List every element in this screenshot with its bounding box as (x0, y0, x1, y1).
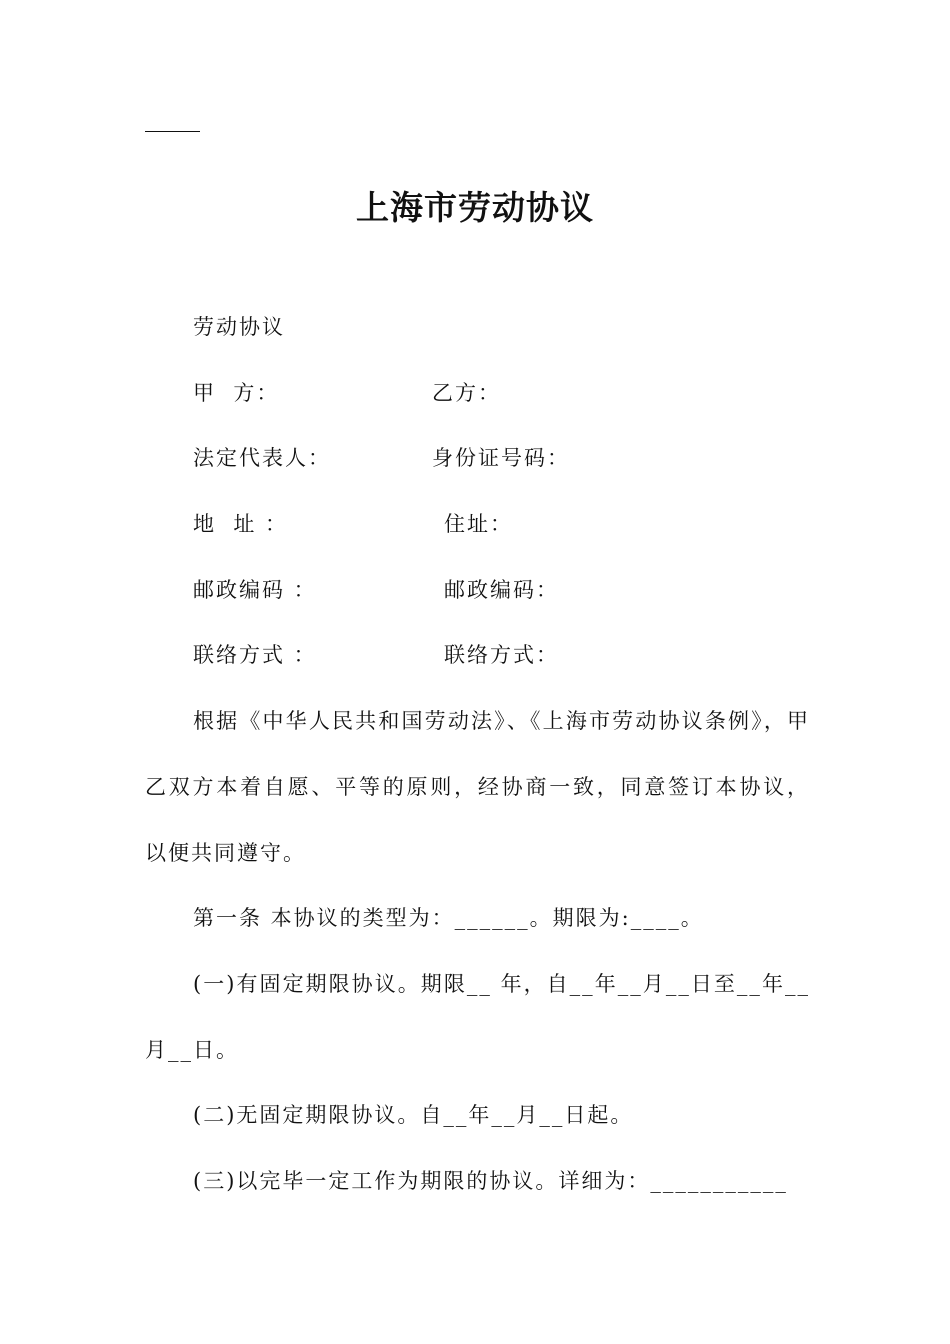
party-a-label: 甲 方： (193, 381, 280, 405)
party-a-contact-label: 联络方式 ： (193, 643, 317, 667)
party-b-label: 乙方： (432, 381, 501, 405)
party-a-postcode-label: 邮政编码 ： (193, 578, 317, 602)
preamble-paragraph: 根据《中华人民共和国劳动法》、《上海市劳动协议条例》，甲乙双方本着自愿、平等的原则，经协商一致，同意签订本协议，以便共同遵守。 (145, 709, 810, 865)
party-b-contact-label: 联络方式： (444, 643, 559, 667)
party-a-address-label: 地 址 ： (193, 512, 289, 536)
article-1-item-1: (一)有固定期限协议。期限__ 年，自__年__月__日至__年__月__日。 (145, 972, 810, 1062)
contract-heading: 劳动协议 (193, 315, 285, 339)
party-b-address-label: 住址： (444, 512, 513, 536)
article-1-item-2: (二)无固定期限协议。自__年__月__日起。 (193, 1103, 634, 1127)
document-title: 上海市劳动协议 (356, 188, 594, 227)
legal-representative-label: 法定代表人： (193, 446, 331, 470)
article-1-item-3: (三)以完毕一定工作为期限的协议。详细为：___________ (193, 1169, 788, 1193)
id-number-label: 身份证号码： (432, 446, 570, 470)
top-rule (145, 131, 200, 132)
party-b-postcode-label: 邮政编码： (444, 578, 559, 602)
article-1: 第一条 本协议的类型为：______。期限为:____。 (193, 906, 704, 930)
